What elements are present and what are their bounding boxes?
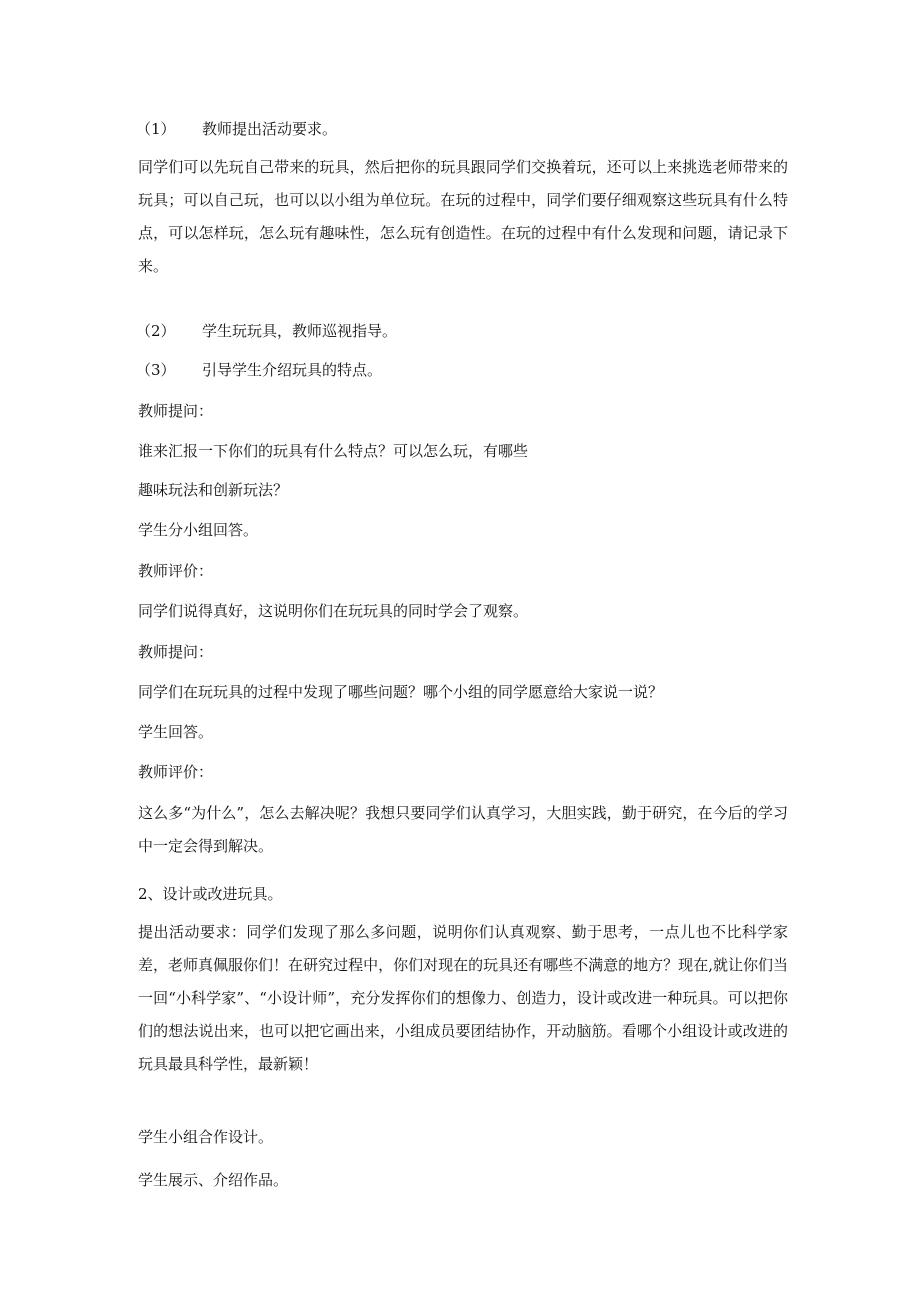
teacher-ask-label-1: 教师提问： [138, 402, 214, 420]
teacher-eval-label-1: 教师评价： [138, 562, 214, 580]
question-2: 同学们在玩玩具的过程中发现了哪些问题？哪个小组的同学愿意给大家说一说？ [138, 683, 664, 701]
student-answer-2: 学生回答。 [138, 723, 214, 741]
group-design-line: 学生小组合作设计。 [138, 1128, 274, 1146]
design-requirements-paragraph: 提出活动要求：同学们发现了那么多问题，说明你们认真观察、勤于思考，一点儿也不比科学家差，老师真佩服你们！在研究过程中，你们对现在的玩具还有哪些不满意的地方？现在,就让你们当一回“小科学家”、“小设计师”，充分发挥你们的想像力、创造力，设计或改进一种玩具。可以把你们的想法说出来，也可以把它画出来，小组成员要团结协作，开动脑筋。看哪个小组设计或改进的玩具最具科学性，最新颖！ [138, 923, 788, 1073]
question-1-line-2: 趣味玩法和创新玩法？ [138, 481, 289, 499]
step-1-marker: （1） [136, 120, 176, 138]
show-work-line: 学生展示、介绍作品。 [138, 1171, 289, 1189]
step-3-marker: （3） [136, 361, 176, 379]
teacher-eval-label-2: 教师评价： [138, 763, 214, 781]
section-2-heading: 2、设计或改进玩具。 [138, 885, 283, 903]
step-3-text: 引导学生介绍玩具的特点。 [202, 361, 383, 379]
step-1-text: 教师提出活动要求。 [202, 120, 338, 138]
teacher-eval-2-paragraph: 这么多“为什么”，怎么去解决呢？我想只要同学们认真学习，大胆实践，勤于研究，在今后的学习中一定会得到解决。 [138, 804, 788, 855]
teacher-ask-label-2: 教师提问： [138, 643, 214, 661]
question-1-line-1: 谁来汇报一下你们的玩具有什么特点？可以怎么玩，有哪些 [138, 442, 529, 460]
activity-requirements-paragraph: 同学们可以先玩自己带来的玩具，然后把你的玩具跟同学们交换着玩，还可以上来挑选老师带来的玩具；可以自己玩，也可以以小组为单位玩。在玩的过程中，同学们要仔细观察这些玩具有什么特点，可以怎样玩，怎么玩有趣味性，怎么玩有创造性。在玩的过程中有什么发现和问题，请记录下来。 [138, 158, 788, 275]
student-answer-1: 学生分小组回答。 [138, 521, 259, 539]
step-2 [136, 320, 786, 342]
step-3 [136, 359, 786, 381]
step-2-text: 学生玩玩具，教师巡视指导。 [202, 322, 398, 340]
step-2-marker: （2） [136, 322, 176, 340]
step-1 [136, 118, 786, 140]
teacher-eval-1: 同学们说得真好，这说明你们在玩玩具的同时学会了观察。 [138, 602, 529, 620]
